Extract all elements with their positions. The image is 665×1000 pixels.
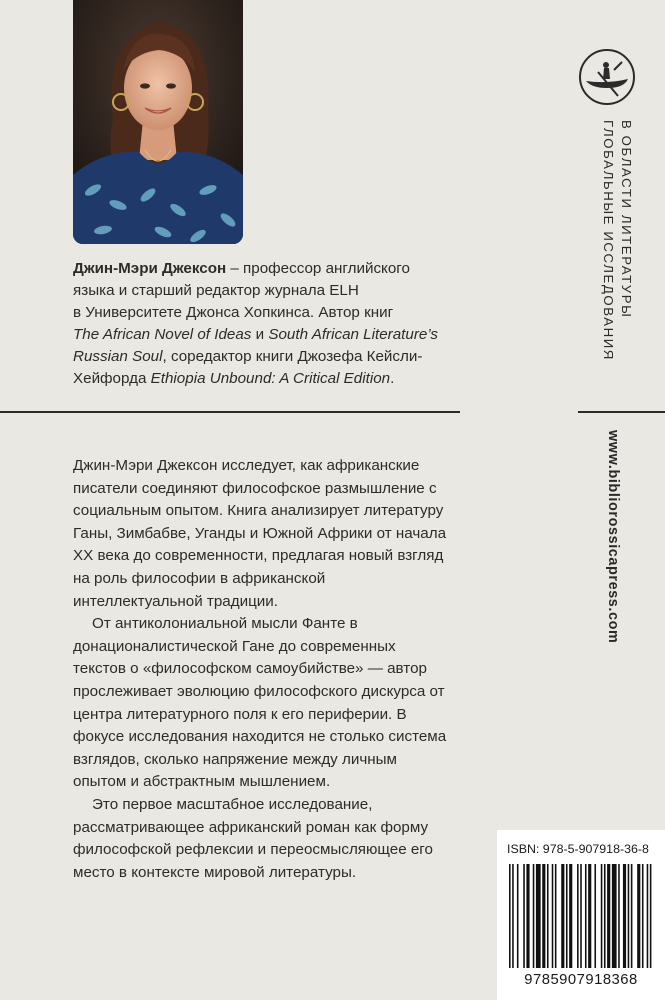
section-divider-right bbox=[578, 411, 665, 413]
bio-line-3: в Университете Джонса Хопкинса. Автор книг bbox=[73, 304, 394, 321]
publisher-website: www.bibliorossicapress.com bbox=[605, 430, 621, 644]
barcode-digits: 9785907918368 bbox=[524, 972, 638, 988]
author-photo bbox=[73, 0, 243, 244]
author-bio bbox=[73, 258, 453, 390]
description-paragraph: Джин-Мэри Джексон исследует, как африканские писатели соединяют философское размышление с социальным опытом. Книга анализирует литературу Ганы, Зимбабве, Уганды и Южной Африки от начала XX века до современности, предлагая новый взгляд на роль философии в африканской интеллектуальной традиции. bbox=[73, 457, 447, 610]
bio-conjunction: и bbox=[251, 326, 269, 343]
bio-book-title-2b: Russian Soul bbox=[73, 348, 163, 365]
isbn-label: ISBN: 978-5-907918-36-8 bbox=[507, 842, 649, 856]
bio-book-title-2a: South African Literature’s bbox=[268, 326, 439, 343]
bio-coeditor: , соредактор книги Джозефа Кейсли- bbox=[162, 348, 423, 365]
barcode-icon bbox=[507, 864, 655, 972]
bio-line-6: Хейфорда bbox=[73, 370, 151, 387]
series-title-line-2: В ОБЛАСТИ ЛИТЕРАТУРЫ bbox=[619, 120, 634, 319]
author-name: Джин-Мэри Джексон bbox=[73, 260, 227, 277]
bio-period: . bbox=[390, 370, 395, 387]
series-title-line-1: ГЛОБАЛЬНЫЕ ИССЛЕДОВАНИЯ bbox=[601, 120, 616, 361]
isbn-barcode-block bbox=[497, 830, 665, 1000]
description-paragraph: От антиколониальной мысли Фанте в донационалистической Гане до современных текстов о «философском самоубийстве» — автор прослеживает эволюцию философского дискурса от центра литературного поля к его периферии. В фокусе исследования находится не столько система взглядов, сколько напряжение между личным опытом и абстрактным мышлением. bbox=[73, 615, 447, 791]
book-description bbox=[73, 455, 451, 884]
description-paragraph: Это первое масштабное исследование, рассматривающее африканский роман как форму философской рефлексии и переосмысляющее его место в контексте мировой литературы. bbox=[73, 795, 433, 881]
bio-line-2: языка и старший редактор журнала ELH bbox=[73, 282, 359, 299]
section-divider-left bbox=[0, 411, 460, 413]
series-title bbox=[598, 120, 634, 420]
boat-rower-logo-icon bbox=[578, 48, 636, 106]
bio-book-title-3: Ethiopia Unbound: A Critical Edition bbox=[150, 370, 391, 387]
bio-book-title-1: The African Novel of Ideas bbox=[73, 326, 252, 343]
bio-line-1: – профессор английского bbox=[226, 260, 410, 277]
